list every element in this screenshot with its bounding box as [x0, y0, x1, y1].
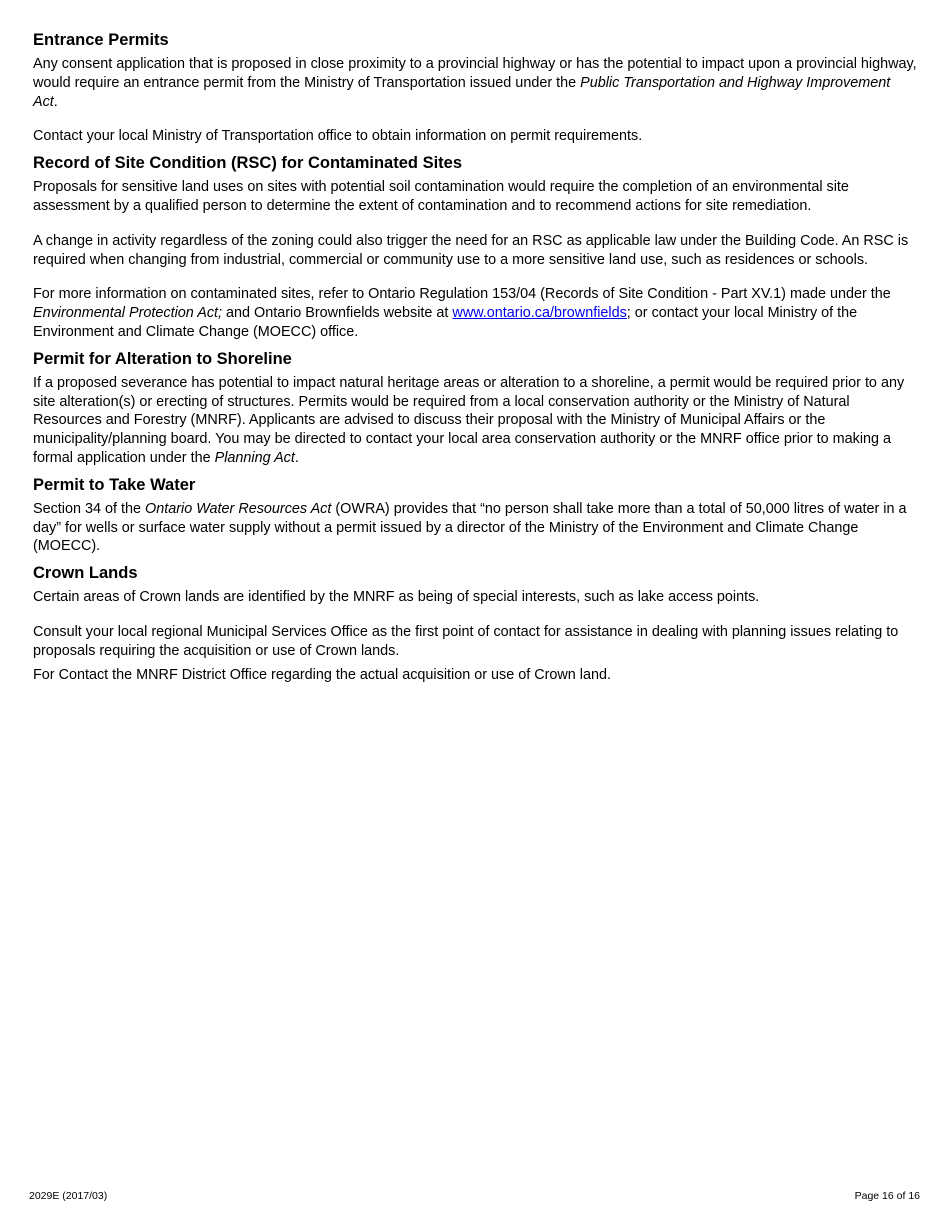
paragraph: For Contact the MNRF District Office regarding the actual acquisition or use of Crown land.: [33, 666, 612, 683]
heading-shoreline: Permit for Alteration to Shoreline: [33, 349, 292, 368]
text: .: [53, 93, 58, 110]
section-entrance-permits: [33, 30, 917, 146]
paragraph: [33, 500, 917, 556]
brownfields-link[interactable]: www.ontario.ca/brownfields: [452, 305, 627, 322]
text: and Ontario Brownfields website at: [222, 305, 453, 322]
act-title: Ontario Water Resources Act: [145, 500, 332, 517]
paragraph: [33, 285, 917, 341]
paragraph: [33, 55, 917, 111]
act-title: Planning Act: [214, 449, 295, 466]
paragraph: Contact your local Ministry of Transportation office to obtain information on permit requirements.: [33, 128, 643, 145]
paragraph: Certain areas of Crown lands are identified by the MNRF as being of special interests, such as lake access points.: [33, 589, 760, 606]
text: For more information on contaminated sites, refer to Ontario Regulation 153/04 (Records of Site Condition - Part XV.1) made under the: [33, 286, 891, 303]
act-title: Environmental Protection Act;: [33, 305, 223, 322]
page-number: Page 16 of 16: [854, 1190, 920, 1202]
heading-entrance-permits: Entrance Permits: [33, 31, 169, 49]
heading-crown-lands: Crown Lands: [33, 564, 138, 583]
section-shoreline: [33, 349, 917, 468]
section-rsc: [33, 153, 917, 342]
text: Section 34 of the: [33, 500, 146, 517]
text: ; or contact your local Ministry of the Environment and Climate Change (MOECC) office.: [33, 305, 858, 340]
text: If a proposed severance has potential to impact natural heritage areas or alteration to a shoreline, a permit would be required prior to any site alteration(s) or erecting of structures. Permits would be required from a local conservation authority or the Ministry of Natural Resources and Forestry (MNRF). Applicants are advised to discuss their proposal with the Ministry of Municipal Affairs or the municipality/planning board. You may be directed to contact your local area conservation authority or the MNRF office prior to making a formal application under the: [33, 374, 905, 466]
paragraph: [33, 374, 917, 468]
heading-rsc: Record of Site Condition (RSC) for Contaminated Sites: [33, 154, 463, 173]
paragraph: A change in activity regardless of the zoning could also trigger the need for an RSC as applicable law under the Building Code. An RSC is required when changing from industrial, commercial or community use to a more sensitive land use, such as residences or schools.: [33, 232, 909, 268]
section-crown-lands: [33, 563, 917, 684]
text: .: [294, 449, 299, 466]
document-body: [33, 30, 917, 684]
paragraph: Consult your local regional Municipal Services Office as the first point of contact for assistance in dealing with planning issues relating to proposals requiring the acquisition or use of Crown lands.: [33, 623, 899, 659]
heading-water: Permit to Take Water: [33, 475, 196, 494]
section-water: [33, 475, 917, 556]
text: (OWRA) provides that “no person shall take more than a total of 50,000 litres of water in a day” for wells or surface water supply without a permit issued by a director of the Ministry of the Environment and Climate Change (MOECC).: [33, 500, 907, 555]
act-title: Public Transportation and Highway Improvement Act: [33, 74, 891, 110]
paragraph: Proposals for sensitive land uses on sites with potential soil contamination would require the completion of an environmental site assessment by a qualified person to determine the extent of contamination and to recommend actions for site remediation.: [33, 179, 849, 214]
text: Any consent application that is proposed in close proximity to a provincial highway or has the potential to impact upon a provincial highway, would require an entrance permit from the Ministry of Transportation issued under the: [33, 56, 917, 91]
form-code: 2029E (2017/03): [29, 1190, 108, 1202]
